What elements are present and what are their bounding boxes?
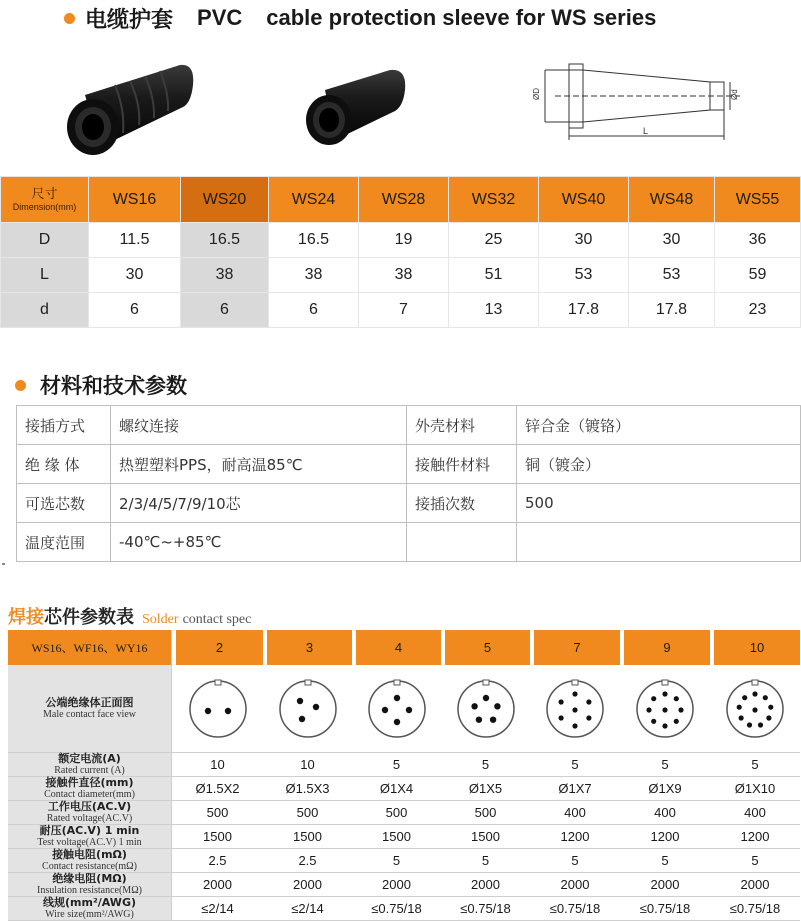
table-row (1, 293, 801, 328)
row-label: L (1, 258, 89, 293)
spec-row-label (8, 801, 172, 825)
contact-pin (559, 699, 564, 704)
contact-face-7-icon (543, 677, 607, 741)
table-cell: 1500 (352, 825, 441, 849)
bullet-dot-icon (15, 380, 26, 391)
contact-face-9-icon (633, 677, 697, 741)
table-row (8, 897, 800, 921)
face-label-cn: 公端绝缘体正面图 (45, 696, 134, 709)
spec-label: 接插方式 (17, 406, 111, 445)
face-key-notch (572, 680, 578, 685)
spec-label: 可选芯数 (17, 484, 111, 523)
table-row (17, 406, 801, 445)
table-cell: 17.8 (539, 293, 629, 328)
drawing-label-D: ØD (532, 88, 541, 100)
core-count-header: 5 (441, 630, 530, 665)
table-cell: 25 (449, 223, 539, 258)
table-cell: 2.5 (263, 849, 352, 873)
face-cell (352, 665, 441, 753)
table-cell: 38 (359, 258, 449, 293)
table-cell: 500 (352, 801, 441, 825)
materials-table (16, 405, 801, 562)
heading-solder-main: 芯件参数表 (44, 607, 134, 628)
contact-pin (646, 707, 651, 712)
table-cell: 2000 (530, 873, 620, 897)
contact-pin (405, 706, 411, 712)
contact-pin (204, 707, 210, 713)
table-cell: ≤2/14 (263, 897, 352, 921)
heading-solder-en: contact spec (182, 612, 252, 627)
contact-pin (559, 715, 564, 720)
table-cell: 1200 (620, 825, 710, 849)
drawing-label-d: Ød (730, 89, 739, 100)
table-cell: 53 (629, 258, 715, 293)
contact-pin (742, 695, 747, 700)
contact-pin (572, 691, 577, 696)
contact-face-10-icon (723, 677, 787, 741)
solder-header-row (8, 630, 800, 665)
table-cell: 30 (629, 223, 715, 258)
table-cell: 5 (620, 753, 710, 777)
contact-pin (298, 715, 304, 721)
table-cell: Ø1X5 (441, 777, 530, 801)
table-cell: 500 (441, 801, 530, 825)
contact-pin (224, 707, 230, 713)
table-cell: ≤0.75/18 (620, 897, 710, 921)
table-cell: 5 (441, 849, 530, 873)
core-count-header: 3 (263, 630, 352, 665)
heading-en: cable protection sleeve for WS series (266, 5, 657, 30)
face-view-label (8, 665, 172, 753)
dimension-header-row (1, 177, 801, 223)
table-cell: 2000 (172, 873, 263, 897)
spec-label-cn: 接触件直径(mm) (45, 776, 134, 789)
spec-label-en: Insulation resistance(MΩ) (37, 885, 142, 896)
table-cell: 2000 (352, 873, 441, 897)
table-cell: Ø1X9 (620, 777, 710, 801)
table-cell: Ø1.5X3 (263, 777, 352, 801)
contact-pin (651, 718, 656, 723)
contact-face-2-icon (186, 677, 250, 741)
contact-pin (393, 718, 399, 724)
table-row (17, 523, 801, 562)
table-row (17, 445, 801, 484)
face-key-notch (483, 680, 489, 685)
face-outline (190, 681, 246, 737)
face-cell (263, 665, 352, 753)
spec-label: 温度范围 (17, 523, 111, 562)
face-key-notch (752, 680, 758, 685)
heading-cn: 电缆护套 (85, 7, 174, 33)
contact-pin (662, 707, 667, 712)
contact-pin (674, 718, 679, 723)
table-cell: 6 (89, 293, 181, 328)
face-outline (458, 681, 514, 737)
face-cell (172, 665, 263, 753)
face-outline (369, 681, 425, 737)
contact-pin (482, 694, 488, 700)
core-count-header: 10 (710, 630, 800, 665)
contact-pin (296, 697, 302, 703)
table-cell: 1200 (710, 825, 800, 849)
table-cell: 5 (530, 849, 620, 873)
heading-solder-en-accent: Solder (142, 612, 179, 627)
table-cell: 1500 (172, 825, 263, 849)
table-cell: 5 (620, 849, 710, 873)
corner-label-cn: 尺寸 (31, 185, 58, 201)
table-cell: 2000 (441, 873, 530, 897)
spec-value: -40℃~+85℃ (111, 523, 407, 562)
contact-pin (758, 722, 763, 727)
dimension-corner-cell (1, 177, 89, 223)
face-key-notch (215, 680, 221, 685)
spec-row-label (8, 873, 172, 897)
sleeve-photo-long (55, 55, 205, 165)
table-row (1, 223, 801, 258)
bullet-dot-icon (64, 13, 75, 24)
spec-label-cn: 接触电阻(mΩ) (52, 848, 127, 861)
contact-pin (752, 707, 757, 712)
core-count-header: 4 (352, 630, 441, 665)
table-cell: 400 (530, 801, 620, 825)
heading-materials: 材料和技术参数 (40, 374, 187, 398)
contact-pin (586, 715, 591, 720)
spec-label-cn: 工作电压(AC.V) (47, 800, 132, 813)
table-cell: 30 (539, 223, 629, 258)
spec-label-cn: 额定电流(A) (58, 752, 121, 765)
spec-value: 锌合金（镀铬） (517, 406, 801, 445)
contact-face-4-icon (365, 677, 429, 741)
heading-solder-accent: 焊接 (8, 607, 44, 628)
core-count-header: 2 (172, 630, 263, 665)
table-cell: 16.5 (181, 223, 269, 258)
contact-pin (651, 696, 656, 701)
contact-pin (393, 694, 399, 700)
section-heading-materials (15, 372, 187, 398)
table-cell: 10 (172, 753, 263, 777)
table-cell: 30 (89, 258, 181, 293)
row-label: d (1, 293, 89, 328)
contact-face-5-icon (454, 677, 518, 741)
spec-label (407, 523, 517, 562)
row-label: D (1, 223, 89, 258)
table-cell: Ø1X4 (352, 777, 441, 801)
spec-value: 2/3/4/5/7/9/10芯 (111, 484, 407, 523)
spec-label-cn: 耐压(AC.V) 1 min (39, 824, 140, 837)
model-header: WS40 (539, 177, 629, 223)
spec-label: 接触件材料 (407, 445, 517, 484)
spec-value: 铜（镀金） (517, 445, 801, 484)
face-key-notch (305, 680, 311, 685)
spec-value: 热塑塑料PPS，耐高温85℃ (111, 445, 407, 484)
table-cell: 5 (710, 849, 800, 873)
spec-label-en: Contact diameter(mm) (44, 789, 135, 800)
table-cell: 400 (620, 801, 710, 825)
table-row (17, 484, 801, 523)
spec-value (517, 523, 801, 562)
face-outline (280, 681, 336, 737)
table-row (8, 849, 800, 873)
table-cell: 16.5 (269, 223, 359, 258)
table-row (8, 801, 800, 825)
solder-contact-table (8, 630, 800, 921)
spec-value: 螺纹连接 (111, 406, 407, 445)
model-header: WS48 (629, 177, 715, 223)
model-header: WS55 (715, 177, 801, 223)
table-cell: 1500 (441, 825, 530, 849)
spec-label: 接插次数 (407, 484, 517, 523)
contact-pin (737, 704, 742, 709)
table-cell: Ø1X10 (710, 777, 800, 801)
spec-label-en: Rated voltage(AC.V) (46, 813, 133, 824)
model-header: WS24 (269, 177, 359, 223)
dimension-drawing (525, 60, 760, 150)
contact-pin (674, 696, 679, 701)
table-cell: 5 (352, 849, 441, 873)
spec-label-cn: 绝缘电阻(MΩ) (52, 872, 127, 885)
face-label-en: Male contact face view (42, 709, 136, 720)
spec-label-en: Test voltage(AC.V) 1 min (37, 837, 142, 848)
contact-pin (766, 715, 771, 720)
contact-pin (752, 691, 757, 696)
table-cell: 17.8 (629, 293, 715, 328)
divider-mark (2, 563, 5, 565)
table-row (1, 258, 801, 293)
table-cell: 2000 (620, 873, 710, 897)
table-cell: 1200 (530, 825, 620, 849)
table-cell: 51 (449, 258, 539, 293)
corner-label-en: Dimension(mm) (12, 201, 77, 212)
contact-pin (678, 707, 683, 712)
table-cell: 38 (181, 258, 269, 293)
model-header: WS28 (359, 177, 449, 223)
table-cell: ≤0.75/18 (710, 897, 800, 921)
contact-pin (312, 703, 318, 709)
table-row (8, 753, 800, 777)
model-header: WS16 (89, 177, 181, 223)
table-cell: 7 (359, 293, 449, 328)
table-cell: 2.5 (172, 849, 263, 873)
spec-label-en: Wire size(mm²/AWG) (45, 909, 134, 920)
table-row (8, 873, 800, 897)
table-row (8, 777, 800, 801)
spec-label: 外壳材料 (407, 406, 517, 445)
table-cell: 5 (352, 753, 441, 777)
table-row (8, 825, 800, 849)
face-key-notch (394, 680, 400, 685)
table-cell: Ø1.5X2 (172, 777, 263, 801)
table-cell: 59 (715, 258, 801, 293)
spec-row-label (8, 897, 172, 921)
table-cell: ≤0.75/18 (441, 897, 530, 921)
contact-pin (739, 715, 744, 720)
spec-label-en: Rated current (A) (54, 765, 125, 776)
spec-row-label (8, 825, 172, 849)
contact-pin (381, 706, 387, 712)
section-heading-sleeve (64, 4, 656, 32)
table-cell: 500 (172, 801, 263, 825)
face-cell (530, 665, 620, 753)
series-label: WS16、WF16、WY16 (8, 630, 172, 665)
table-cell: 2000 (710, 873, 800, 897)
core-count-header: 7 (530, 630, 620, 665)
contact-pin (586, 699, 591, 704)
table-cell: 6 (269, 293, 359, 328)
heading-pvc: PVC (197, 5, 243, 30)
table-cell: 5 (441, 753, 530, 777)
table-cell: 36 (715, 223, 801, 258)
model-header: WS32 (449, 177, 539, 223)
sleeve-photo-short (295, 60, 415, 160)
spec-rows (8, 753, 800, 921)
spec-label: 绝 缘 体 (17, 445, 111, 484)
table-cell: 38 (269, 258, 359, 293)
contact-pin (763, 695, 768, 700)
contact-pin (489, 716, 495, 722)
table-cell: 19 (359, 223, 449, 258)
table-cell: 23 (715, 293, 801, 328)
spec-value: 500 (517, 484, 801, 523)
table-cell: 2000 (263, 873, 352, 897)
contact-pin (494, 703, 500, 709)
table-cell: 13 (449, 293, 539, 328)
contact-pin (768, 704, 773, 709)
contact-pin (475, 716, 481, 722)
dimension-table (0, 176, 801, 328)
contact-pin (747, 722, 752, 727)
table-cell: ≤0.75/18 (530, 897, 620, 921)
drawing-label-L: L (643, 126, 649, 136)
table-cell: 5 (530, 753, 620, 777)
spec-label-cn: 线规(mm²/AWG) (43, 896, 136, 909)
face-view-row (8, 665, 800, 753)
table-cell: 6 (181, 293, 269, 328)
face-cell (710, 665, 800, 753)
table-cell: 1500 (263, 825, 352, 849)
table-cell: 10 (263, 753, 352, 777)
table-cell: 500 (263, 801, 352, 825)
contact-face-3-icon (276, 677, 340, 741)
face-key-notch (662, 680, 668, 685)
model-header: WS20 (181, 177, 269, 223)
table-cell: ≤0.75/18 (352, 897, 441, 921)
face-cell (620, 665, 710, 753)
spec-label-en: Contact resistance(mΩ) (42, 861, 137, 872)
table-cell: 400 (710, 801, 800, 825)
table-cell: 53 (539, 258, 629, 293)
contact-pin (572, 723, 577, 728)
spec-row-label (8, 849, 172, 873)
contact-pin (471, 703, 477, 709)
contact-pin (572, 707, 577, 712)
table-cell: 11.5 (89, 223, 181, 258)
face-cell (441, 665, 530, 753)
spec-row-label (8, 777, 172, 801)
contact-pin (662, 723, 667, 728)
spec-row-label (8, 753, 172, 777)
table-cell: 5 (710, 753, 800, 777)
contact-pin (662, 691, 667, 696)
table-cell: ≤2/14 (172, 897, 263, 921)
table-cell: Ø1X7 (530, 777, 620, 801)
core-count-header: 9 (620, 630, 710, 665)
section-heading-solder (8, 603, 251, 627)
